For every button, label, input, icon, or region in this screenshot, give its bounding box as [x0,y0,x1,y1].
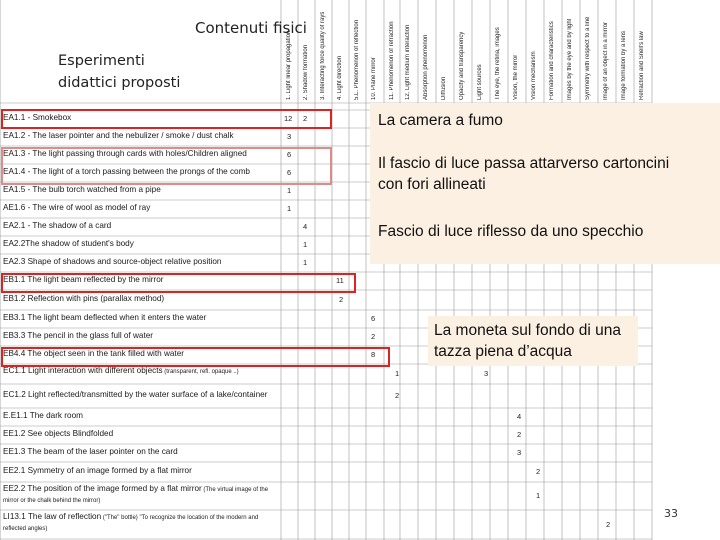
row-label-text: EA1.3 - The light passing through cards with holes/Children aligned [3,149,247,158]
subtitle-line: didattici proposti [58,75,181,91]
cell-value: 1 [303,240,308,249]
column-header: Opacity and transparency [459,31,465,100]
row-label-text: EB1.2 Reflection with pins (parallax method) [3,294,165,303]
row-label [3,366,278,377]
row-label-text: EE2.1 Symmetry of an image formed by a flat mirror [3,466,192,475]
row-label [3,429,113,438]
row-label-text: EE2.2 The position of the image formed by a flat mirror [3,484,202,493]
row-label [3,313,206,322]
row-label-text: EC1.2 Light reflected/transmitted by the water surface of a lake/container [3,390,268,399]
column-header: 1. Light linear propagation [286,30,292,100]
cell-value: 2 [303,114,308,123]
cell-value: 1 [395,369,400,378]
column-header: The eye, the retina, images [495,27,501,100]
row-label-note: (The virtual image of the mirror or the chalk behind the mirror) [3,487,269,504]
row-label [3,257,221,266]
column-header: Vision mechanism [531,51,537,100]
cell-value: 4 [517,412,522,421]
cell-value: 2 [395,391,400,400]
row-label [3,447,178,456]
highlight-tank-object [1,347,390,367]
cell-value: 12 [284,114,293,123]
row-label [3,239,134,248]
cell-value: 1 [536,491,541,500]
row-label [3,390,267,399]
row-label-text: EB4.4 The object seen in the tank filled with water [3,349,184,358]
cell-value: 2 [536,467,541,476]
column-header: Formation and characteristics [549,21,555,100]
row-label-text: EC1.1 Light interaction with different objects [3,366,163,375]
column-header: Refraction and Snell's law [639,31,645,100]
cell-value: 3 [484,369,489,378]
cell-value: 1 [303,258,308,267]
row-label [3,484,278,506]
cell-value: 8 [371,350,376,359]
row-label [3,203,150,212]
row-label-text: EB1.1 The light beam reflected by the mirror [3,275,164,284]
row-label [3,466,192,475]
row-label-text: EA1.5 - The bulb torch watched from a pipe [3,185,161,194]
row-label-text: EA2.1 - The shadow of a card [3,221,112,230]
row-label [3,131,234,140]
cell-value: 2 [339,295,344,304]
row-label [3,221,111,230]
note-text: Il fascio di luce passa attarverso cartoncini con fori allineati [378,155,670,193]
row-label [3,331,153,340]
row-label [3,512,278,534]
column-header: 12. Light medium interaction [405,24,411,100]
cell-value: 3 [287,132,292,141]
row-label-text: AE1.6 - The wire of wool as model of ray [3,203,151,212]
cell-value: 1 [287,186,292,195]
column-header: Absorption phenomenon [423,34,429,100]
column-header: Light sources [477,64,483,100]
cell-value: 1 [287,204,292,213]
page-subtitle [58,50,180,94]
column-header: 11. Phenomenon of refraction [389,21,395,100]
cell-value: 2 [606,520,611,529]
column-header: 2. Shadow formation [303,44,309,100]
cell-value: 3 [517,448,522,457]
row-label-text: E.E1.1 The dark room [3,411,83,420]
column-header: 4. Light direction [337,55,343,100]
row-label-text: EB3.3 The pencil in the glass full of water [3,331,154,340]
cell-value: 2 [371,332,376,341]
column-header: 5.L. Phenomenon of reflection [354,19,360,100]
note-text: La camera a fumo [378,112,503,129]
row-label-text: EA1.1 - Smokebox [3,113,72,122]
cell-value: 4 [303,222,308,231]
cell-value: 6 [287,150,292,159]
note-text: Fascio di luce riflesso da uno specchio [378,223,644,240]
row-label [3,185,161,194]
column-header: Diffusion [441,76,447,100]
column-header: Symmetry with respect to a line [585,16,591,100]
column-header: Image of an object in a mirror [603,21,609,100]
row-label [3,411,83,420]
row-label-note: ("The" bottle) "To recognize the location of the modern and reflected angles) [3,515,259,532]
subtitle-line: Esperimenti [58,53,145,69]
row-label-note: (transparent, refl. opaque ..) [162,369,239,375]
column-header: 10. Plane mirror [371,57,377,100]
highlight-smokebox [1,109,332,129]
row-label-text: LI13.1 The law of reflection [3,512,102,521]
column-header: Vision, the mirror [513,54,519,100]
column-header: 3. Interacting force quality of rays [320,11,326,100]
cell-value: 6 [371,314,376,323]
row-label-text: EA1.4 - The light of a torch passing between the prongs of the comb [3,167,250,176]
note-text: La moneta sul fondo di una tazza piena d’acqua [434,322,621,360]
highlight-mirror-beam [1,273,356,293]
page-number: 33 [664,507,678,520]
row-label-text: EA2.3 Shape of shadows and source-object relative position [3,257,222,266]
cell-value: 6 [287,168,292,177]
highlight-cards-holes [1,147,332,185]
column-header: Image formation by a lens [621,30,627,100]
page-title: Contenuti fisici [195,19,307,37]
cell-value: 11 [336,276,344,285]
row-label-text: EE1.3 The beam of the laser pointer on the card [3,447,178,456]
note-coin [428,316,638,366]
row-label-text: EE1.2 See objects Blindfolded [3,429,114,438]
note-smokebox [370,103,720,264]
cell-value: 2 [517,430,522,439]
column-header: Images by the eye and by light [567,18,573,100]
row-label-text: EB3.1 The light beam deflected when it enters the water [3,313,207,322]
row-label-text: EA2.2The shadow of student's body [3,239,134,248]
row-label-text: EA1.2 - The laser pointer and the nebulizer / smoke / dust chalk [3,131,234,140]
row-label [3,294,164,303]
